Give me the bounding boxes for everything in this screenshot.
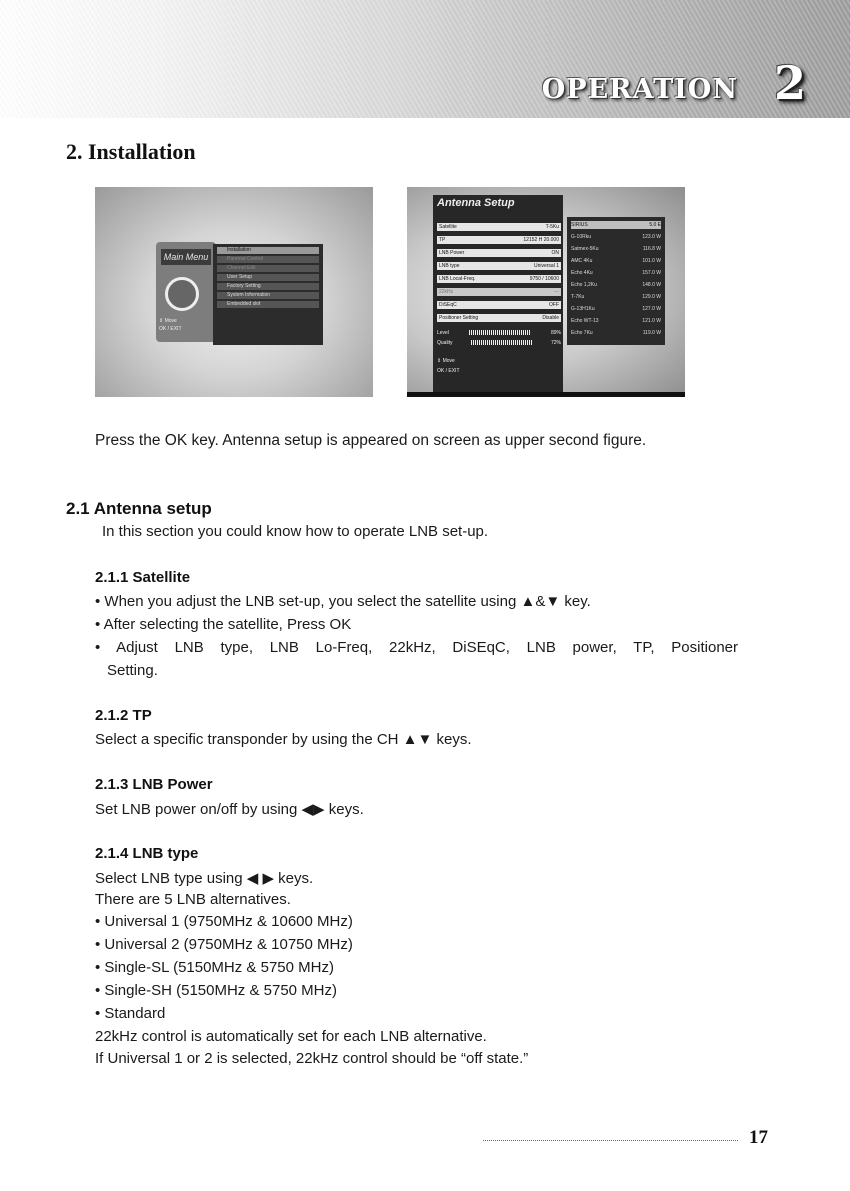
antenna-setup-screenshot [407,187,685,397]
satellite-bullet-1: • When you adjust the LNB set-up, you select the satellite using ▲&▼ key. [95,593,591,610]
satellite-list-item: SIRIUS 5.0 E [571,222,661,228]
row-lnb-local-freq: LNB Local-Freq. 9750 / 10600 [439,276,559,282]
satellite-list-item: G-10Rku 123.0 W [571,234,661,240]
signal-quality: Quality 72% [437,340,561,346]
menu-item-channel-edit: Channel Edit [217,265,319,272]
satellite-bullet-3: • Adjust LNB type, LNB Lo-Freq, 22kHz, DiSEqC, LNB power, TP, Positioner [95,639,739,656]
satellite-bullet-2: • After selecting the satellite, Press OK [95,616,352,633]
lnb-type-line-4: If Universal 1 or 2 is selected, 22kHz control should be “off state.” [95,1050,529,1067]
lnb-type-heading: 2.1.4 LNB type [95,845,199,862]
main-menu-screenshot [95,187,373,397]
menu-item-parental-control: Parental Control [217,256,319,263]
antenna-help-ok: OK / EXIT [437,368,460,374]
satellite-bullet-3-cont: Setting. [107,662,158,679]
row-diseqc: DiSEqC OFF [439,302,559,308]
row-satellite: Satellite T-5Ku [439,224,559,230]
lnb-power-heading: 2.1.3 LNB Power [95,776,213,793]
lnb-option-2: • Universal 2 (9750MHz & 10750 MHz) [95,936,353,953]
antenna-setup-heading: 2.1 Antenna setup [66,499,212,518]
menu-item-installation: Installation [217,247,319,254]
lnb-option-5: • Standard [95,1005,166,1022]
intro-paragraph: Press the OK key. Antenna setup is appeared on screen as upper second figure. [95,432,647,449]
level-bar [469,330,531,335]
lnb-type-line-2: There are 5 LNB alternatives. [95,891,291,908]
help-ok-exit: OK / EXIT [159,326,182,332]
antenna-setup-title: Antenna Setup [437,197,515,209]
lnb-option-3: • Single-SL (5150MHz & 5750 MHz) [95,959,334,976]
help-move: Move [164,318,177,324]
footer-dotted-rule [483,1140,738,1141]
satellite-list-item: Satmex-5Ku 116.8 W [571,246,661,252]
main-menu-help: ⇕ Move OK / EXIT [159,318,182,332]
row-22khz: 22kHz --- [439,289,559,295]
satellite-list-item: Echo 7Ku 119.0 W [571,330,661,336]
chapter-number: 2 [773,56,806,110]
signal-level: Level 89% [437,330,561,336]
menu-item-system-information: System Information [217,292,319,299]
satellite-list-item: Echo 1,2Ku 148.0 W [571,282,661,288]
lnb-type-line-1: Select LNB type using ◀ ▶ keys. [95,870,314,887]
screenshot-base-line [407,392,685,397]
main-menu-title: Main Menu [161,249,211,265]
row-tp: TP 12152 H 20.000 [439,237,559,243]
lnb-type-line-3: 22kHz control is automatically set for each LNB alternative. [95,1028,487,1045]
row-lnb-power: LNB Power ON [439,250,559,256]
row-lnb-type: LNB type Universal 1 [439,263,559,269]
antenna-setup-desc: In this section you could know how to operate LNB set-up. [102,523,489,540]
tp-heading: 2.1.2 TP [95,707,152,724]
tp-text: Select a specific transponder by using the CH ▲▼ keys. [95,731,472,748]
chapter-title: OPERATION [541,74,738,105]
menu-item-user-setup: User Setup [217,274,319,281]
satellite-list-item: Echo WT-13 121.0 W [571,318,661,324]
menu-item-embedded-slot: Embedded slot [217,301,319,308]
lnb-option-4: • Single-SH (5150MHz & 5750 MHz) [95,982,338,999]
satellite-list-item: T-7Ku 129.0 W [571,294,661,300]
section-title: 2. Installation [66,139,196,164]
quality-bar [471,340,533,345]
row-positioner: Positioner Setting Disable [439,315,559,321]
lnb-option-1: • Universal 1 (9750MHz & 10600 MHz) [95,913,353,930]
page-number: 17 [749,1127,768,1148]
menu-item-factory-setting: Factory Setting [217,283,319,290]
antenna-help-move: ⇕ Move [437,358,455,364]
satellite-dish-icon [165,277,199,311]
satellite-list-item: Echo 4Ku 157.0 W [571,270,661,276]
satellite-list-item: AMC 4Ku 101.0 W [571,258,661,264]
lnb-power-text: Set LNB power on/off by using ◀▶ keys. [95,801,364,818]
satellite-list-item: G-13H1Ku 127.0 W [571,306,661,312]
satellite-heading: 2.1.1 Satellite [95,569,191,586]
main-menu-list [213,244,323,345]
